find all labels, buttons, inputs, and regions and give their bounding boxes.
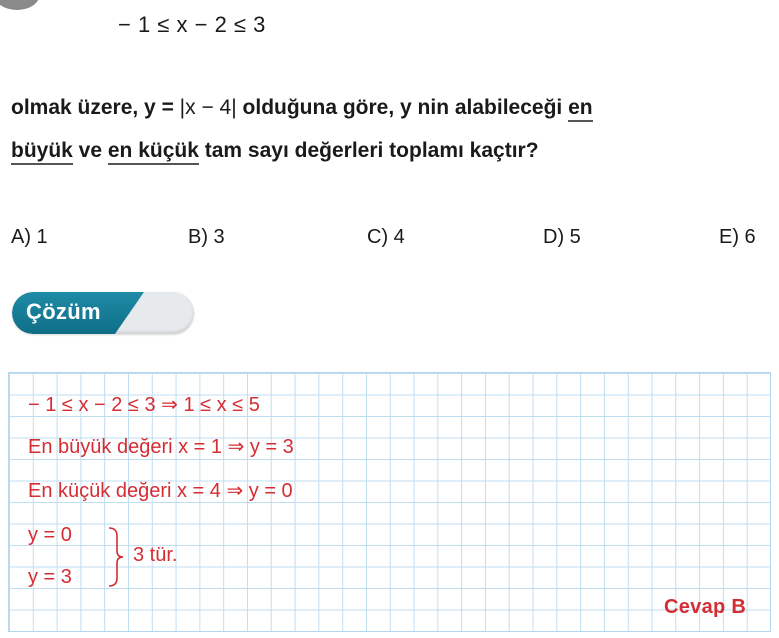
solution-y-three: y = 3 [28,566,72,588]
question-number-circle [0,0,40,10]
answer-label: Cevap B [664,596,747,618]
question-ve: ve [72,139,108,162]
question-condition: − 1 ≤ x − 2 ≤ 3 [118,12,266,37]
underlined-en-kucuk: en küçük [108,139,199,165]
solution-line-1: − 1 ≤ x − 2 ≤ 3 ⇒ 1 ≤ x ≤ 5 [28,394,260,416]
option-c[interactable]: C) 4 [367,226,405,248]
question-part1: olmak üzere, y = [11,96,180,119]
solution-line-3: En küçük değeri x = 4 ⇒ y = 0 [28,480,293,502]
solution-line-2: En büyük değeri x = 1 ⇒ y = 3 [28,436,294,458]
option-d[interactable]: D) 5 [543,226,581,248]
underlined-buyuk: büyük [11,139,73,165]
answer-options [0,226,779,256]
underlined-en: en [568,96,593,122]
solution-count: 3 tür. [133,544,178,566]
option-a[interactable]: A) 1 [11,226,48,248]
solution-heading-pill [12,292,194,334]
curly-brace-icon [106,527,126,587]
option-e[interactable]: E) 6 [719,226,756,248]
question-text [11,86,771,172]
question-part3: tam sayı değerleri toplamı kaçtır? [198,139,539,162]
solution-y-zero: y = 0 [28,524,72,546]
question-part2: olduğuna göre, y nin alabileceği [236,96,569,119]
solution-heading: Çözüm [26,299,101,324]
option-b[interactable]: B) 3 [188,226,225,248]
absolute-value-expression: |x − 4| [179,96,237,119]
